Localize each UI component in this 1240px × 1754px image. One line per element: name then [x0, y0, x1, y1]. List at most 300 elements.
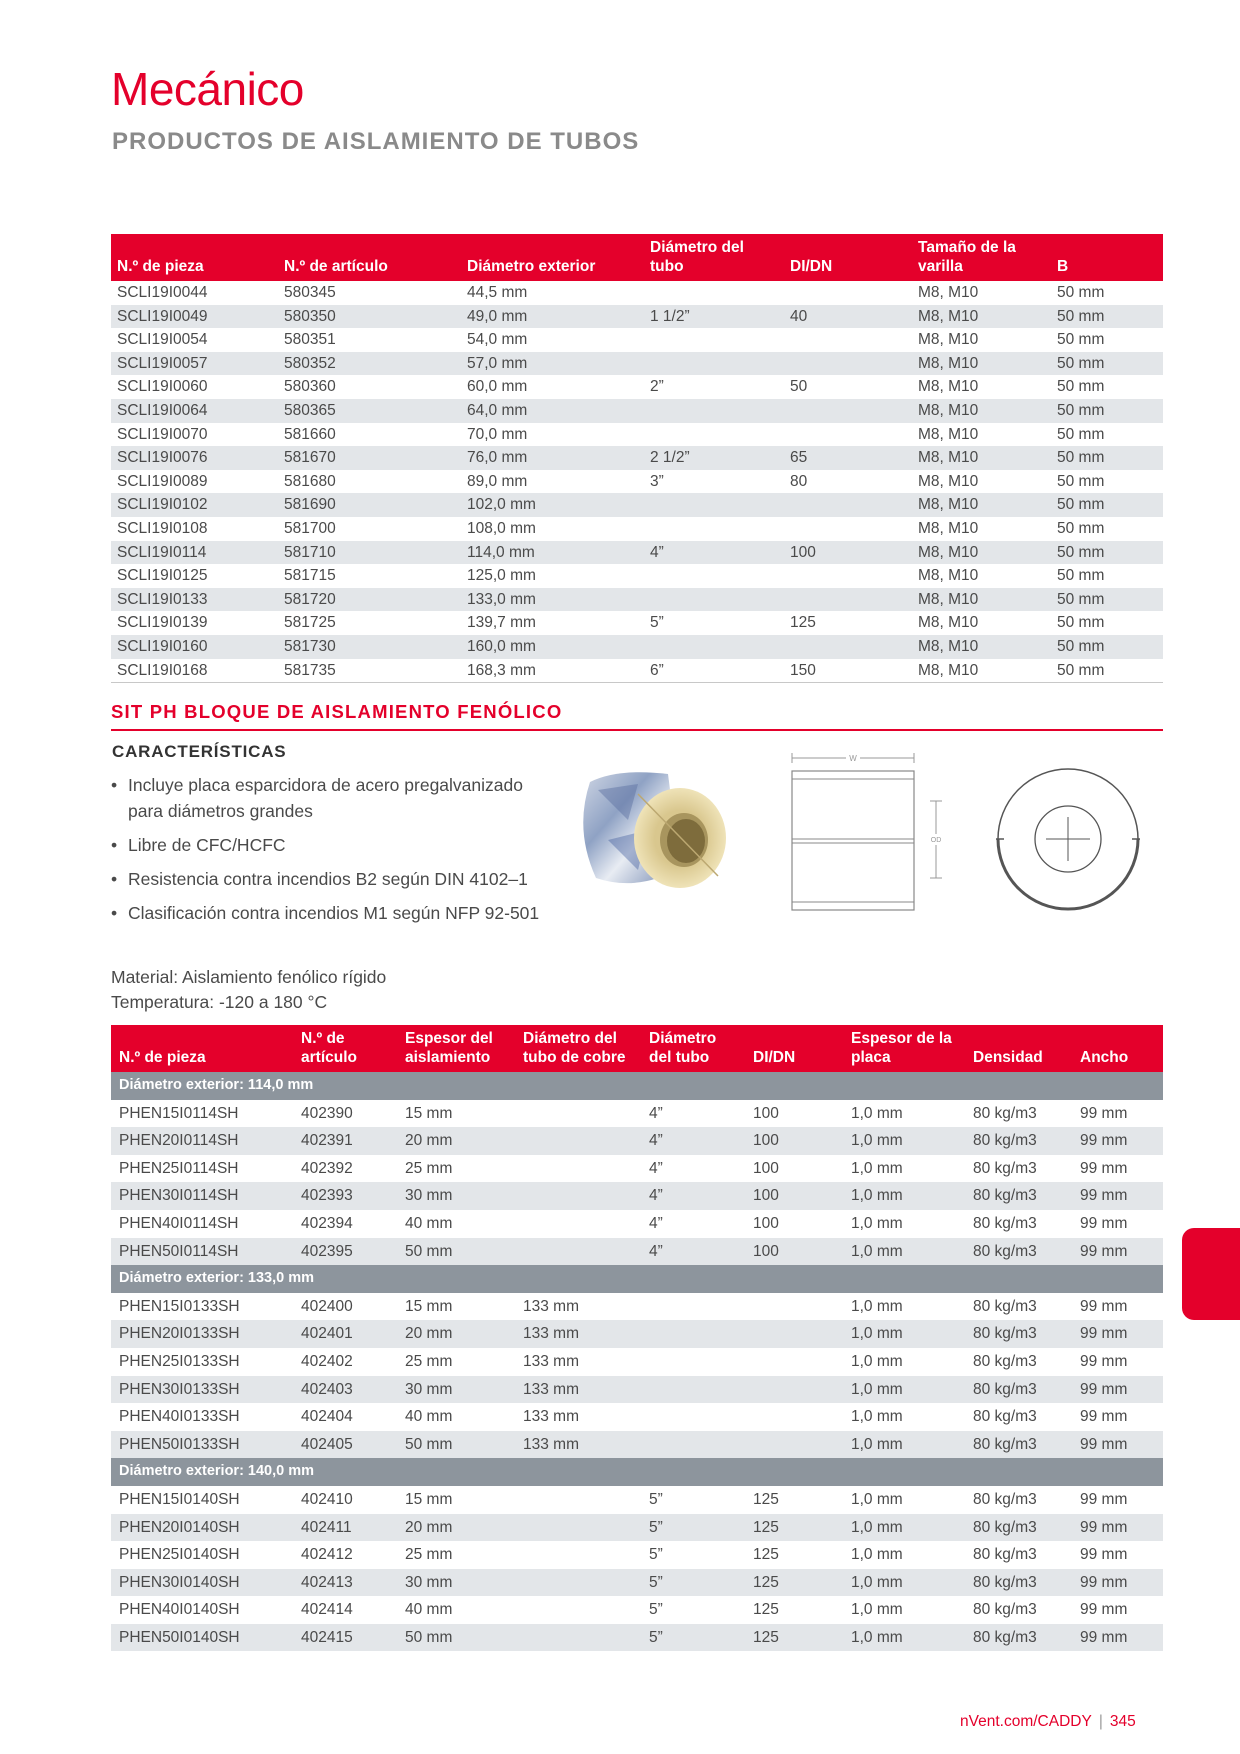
phenolic-block-table — [111, 1025, 1163, 1651]
table-cell: 5” — [641, 1624, 745, 1652]
table-cell: 125 — [745, 1514, 843, 1542]
table-cell: SCLI19I0102 — [111, 493, 278, 517]
table-cell: 1,0 mm — [843, 1127, 965, 1155]
table-cell: 402394 — [301, 1214, 353, 1232]
table-cell — [641, 1320, 745, 1348]
table-cell: 1 1/2” — [644, 305, 784, 329]
table-row — [111, 611, 1163, 635]
table-cell: 40 mm — [405, 1601, 453, 1619]
table-cell: 65 — [784, 446, 912, 470]
table-cell: 168,3 mm — [461, 659, 644, 683]
table-cell: 99 mm — [1080, 1214, 1128, 1232]
table-cell: 1,0 mm — [851, 1490, 903, 1508]
table-cell: SCLI19I0133 — [111, 588, 278, 612]
table-cell: 2” — [650, 378, 664, 396]
table-cell — [745, 1431, 843, 1459]
table-cell: 99 mm — [1072, 1376, 1163, 1404]
list-item — [111, 832, 551, 858]
table-cell: 4” — [644, 541, 784, 565]
table-cell: 150 — [784, 659, 912, 683]
table-cell: PHEN15I0140SH — [119, 1490, 240, 1508]
table-cell: 1,0 mm — [851, 1546, 903, 1564]
table-cell: 99 mm — [1080, 1490, 1128, 1508]
table-cell: 99 mm — [1080, 1408, 1128, 1426]
table-cell: 100 — [745, 1182, 843, 1210]
table-cell: 50 mm — [397, 1238, 515, 1266]
table-cell — [641, 1431, 745, 1459]
page-title: Mecánico — [111, 63, 304, 115]
table-cell: 402410 — [301, 1490, 353, 1508]
table-cell: 402393 — [293, 1182, 397, 1210]
table-cell: 580352 — [278, 352, 461, 376]
table-row — [111, 1403, 1163, 1431]
table-cell: 4” — [649, 1104, 663, 1122]
table-cell: 15 mm — [405, 1490, 453, 1508]
table-row — [111, 1320, 1163, 1348]
table-header-row — [111, 1025, 1163, 1072]
list-item-text: Incluye placa esparcidora de acero pregalvanizado para diámetros grandes — [128, 775, 523, 821]
col-header-width: Ancho — [1072, 1025, 1163, 1072]
table-cell: 80 kg/m3 — [973, 1214, 1037, 1232]
table-row — [111, 588, 1163, 612]
group-label: Diámetro exterior: 114,0 mm — [111, 1072, 1163, 1100]
table-cell: 1,0 mm — [851, 1601, 903, 1619]
table-cell: 402414 — [301, 1601, 353, 1619]
table-cell: 1,0 mm — [843, 1514, 965, 1542]
table-cell: SCLI19I0064 — [111, 399, 278, 423]
table-cell: 402400 — [301, 1297, 353, 1315]
table-cell: 50 mm — [1051, 352, 1163, 376]
col-header-di-dn: DI/DN — [745, 1025, 843, 1072]
table-cell: 1,0 mm — [851, 1297, 903, 1315]
table-cell: 402411 — [293, 1514, 397, 1542]
table-cell: 402413 — [293, 1569, 397, 1597]
table-cell: PHEN25I0140SH — [119, 1546, 240, 1564]
table-cell: 1,0 mm — [851, 1104, 903, 1122]
technical-drawing — [780, 748, 1140, 913]
table-cell: 4” — [641, 1238, 745, 1266]
table-cell: M8, M10 — [912, 399, 1051, 423]
table-cell: 580345 — [284, 284, 336, 301]
table-cell: 80 kg/m3 — [965, 1376, 1072, 1404]
col-header-plate-thickness: Espesor de la placa — [843, 1025, 965, 1072]
table-cell: 5” — [649, 1490, 663, 1508]
page-subtitle: PRODUCTOS DE AISLAMIENTO DE TUBOS — [112, 128, 640, 155]
group-header-row — [111, 1458, 1163, 1486]
table-row — [111, 1182, 1163, 1210]
table-cell: 80 kg/m3 — [965, 1431, 1072, 1459]
table-cell — [644, 281, 784, 305]
table-row — [111, 493, 1163, 517]
table-cell: 1,0 mm — [843, 1624, 965, 1652]
table-cell: PHEN30I0133SH — [111, 1376, 293, 1404]
table-cell: 99 mm — [1072, 1238, 1163, 1266]
table-cell: 1,0 mm — [843, 1376, 965, 1404]
table-row — [111, 1127, 1163, 1155]
table-row — [111, 423, 1163, 447]
group-header-row — [111, 1072, 1163, 1100]
table-cell: 15 mm — [405, 1297, 453, 1315]
table-cell: 5” — [650, 614, 664, 632]
table-cell: 1,0 mm — [851, 1159, 903, 1177]
table-row — [111, 328, 1163, 352]
section-tab-marker — [1182, 1228, 1240, 1320]
table-row — [111, 1376, 1163, 1404]
table-cell — [784, 517, 912, 541]
table-cell: 80 kg/m3 — [973, 1601, 1037, 1619]
table-cell: 4” — [641, 1127, 745, 1155]
list-item-text: Resistencia contra incendios B2 según DIN 4102–1 — [128, 869, 528, 889]
table-row — [111, 470, 1163, 494]
table-cell: 99 mm — [1072, 1320, 1163, 1348]
table-cell: 580360 — [284, 378, 336, 396]
table-cell: 581730 — [278, 635, 461, 659]
group-label: Diámetro exterior: 140,0 mm — [111, 1458, 1163, 1486]
col-header-article-number: N.º de artículo — [278, 234, 461, 281]
table-cell: 80 kg/m3 — [965, 1127, 1072, 1155]
col-header-part-number: N.º de pieza — [111, 1025, 293, 1072]
table-row — [111, 1210, 1163, 1238]
table-cell: 80 kg/m3 — [973, 1490, 1037, 1508]
table-cell: 80 kg/m3 — [965, 1624, 1072, 1652]
table-cell: SCLI19I0060 — [117, 378, 208, 396]
table-row — [111, 564, 1163, 588]
table-cell: 100 — [753, 1214, 779, 1232]
table-cell: SCLI19I0114 — [111, 541, 278, 565]
table-cell — [644, 635, 784, 659]
table-cell: 125,0 mm — [467, 567, 536, 585]
table-cell: 125 — [753, 1490, 779, 1508]
table-cell: 1,0 mm — [851, 1408, 903, 1426]
table-cell: PHEN50I0114SH — [111, 1238, 293, 1266]
table-row — [111, 1596, 1163, 1624]
od-label: OD — [930, 837, 942, 844]
material-info — [111, 965, 386, 1015]
table-cell: 50 mm — [1051, 399, 1163, 423]
table-cell: PHEN15I0133SH — [119, 1297, 240, 1315]
table-cell: 20 mm — [397, 1127, 515, 1155]
table-cell: 402392 — [301, 1159, 353, 1177]
table-cell: 5” — [649, 1601, 663, 1619]
table-cell: 30 mm — [397, 1376, 515, 1404]
table-cell: M8, M10 — [912, 635, 1051, 659]
table-cell: SCLI19I0108 — [117, 519, 208, 537]
table-cell — [784, 281, 912, 305]
table-cell: 50 mm — [1051, 493, 1163, 517]
table-cell — [641, 1376, 745, 1404]
bullet-icon: • — [111, 775, 118, 795]
table-cell: 125 — [753, 1601, 779, 1619]
table-cell: 581735 — [278, 659, 461, 683]
table-cell: 57,0 mm — [461, 352, 644, 376]
table-cell: 402404 — [301, 1408, 353, 1426]
table-cell: 102,0 mm — [461, 493, 644, 517]
table-cell — [784, 564, 912, 588]
table-cell: SCLI19I0054 — [117, 331, 208, 349]
table-cell: 4” — [641, 1182, 745, 1210]
table-cell: 50 mm — [1057, 519, 1105, 537]
table-cell: 1,0 mm — [851, 1352, 903, 1370]
col-header-outer-diameter: Diámetro exterior — [461, 234, 644, 281]
table-cell — [745, 1403, 843, 1431]
bullet-icon: • — [111, 869, 118, 889]
table-cell — [515, 1569, 641, 1597]
table-cell: PHEN15I0114SH — [119, 1104, 239, 1122]
table-cell: PHEN20I0133SH — [111, 1320, 293, 1348]
table-cell: 581680 — [284, 472, 336, 490]
table-cell — [641, 1403, 745, 1431]
table-cell: 2 1/2” — [644, 446, 784, 470]
table-cell: 50 mm — [1057, 284, 1105, 301]
table-cell: 580351 — [284, 331, 336, 349]
col-header-rod-size: Tamaño de la varilla — [912, 234, 1051, 281]
footer-separator: | — [1098, 1713, 1103, 1730]
table-cell: PHEN20I0114SH — [111, 1127, 293, 1155]
table-cell: 80 kg/m3 — [973, 1352, 1037, 1370]
table-cell: 100 — [745, 1238, 843, 1266]
group-label: Diámetro exterior: 133,0 mm — [111, 1265, 1163, 1293]
table-cell: 1,0 mm — [843, 1238, 965, 1266]
col-header-density: Densidad — [965, 1025, 1072, 1072]
table-cell — [641, 1348, 745, 1376]
list-item — [111, 772, 551, 824]
table-cell: PHEN20I0140SH — [111, 1514, 293, 1542]
table-cell: 100 — [784, 541, 912, 565]
table-row — [111, 1238, 1163, 1266]
table-cell: 581660 — [284, 425, 336, 443]
table-row — [111, 399, 1163, 423]
table-cell — [644, 423, 784, 447]
table-cell: 50 mm — [1057, 425, 1105, 443]
table-row — [111, 1100, 1163, 1128]
table-cell: 581710 — [278, 541, 461, 565]
table-cell: SCLI19I0076 — [111, 446, 278, 470]
table-cell: 50 mm — [1057, 378, 1105, 396]
table-row — [111, 1431, 1163, 1459]
table-row — [111, 517, 1163, 541]
table-cell: 50 mm — [1051, 635, 1163, 659]
table-cell: 99 mm — [1080, 1601, 1128, 1619]
table-cell: 139,7 mm — [467, 614, 536, 632]
table-row — [111, 375, 1163, 399]
table-cell — [745, 1293, 843, 1321]
table-cell — [515, 1238, 641, 1266]
table-cell: M8, M10 — [912, 493, 1051, 517]
table-cell — [745, 1348, 843, 1376]
table-cell: 50 mm — [397, 1624, 515, 1652]
table-cell: SCLI19I0044 — [117, 284, 208, 301]
table-row — [111, 1514, 1163, 1542]
table-cell: PHEN40I0114SH — [119, 1214, 239, 1232]
table-cell: SCLI19I0070 — [117, 425, 208, 443]
table-cell: 99 mm — [1080, 1297, 1128, 1315]
table-cell: 40 — [784, 305, 912, 329]
table-cell: SCLI19I0125 — [117, 567, 208, 585]
table-cell: 5” — [649, 1546, 663, 1564]
table-cell: 6” — [644, 659, 784, 683]
table-cell: 581725 — [284, 614, 336, 632]
col-header-insulation-thickness: Espesor del aislamiento — [397, 1025, 515, 1072]
table-cell: 125 — [753, 1546, 779, 1564]
table-cell: 402391 — [293, 1127, 397, 1155]
table-cell: 402403 — [293, 1376, 397, 1404]
table-cell — [515, 1155, 641, 1183]
table-cell: 99 mm — [1072, 1431, 1163, 1459]
table-cell: 5” — [641, 1514, 745, 1542]
list-item-text: Clasificación contra incendios M1 según NFP 92-501 — [128, 903, 540, 923]
table-cell: SCLI19I0089 — [117, 472, 208, 490]
col-header-b: B — [1051, 234, 1163, 281]
col-header-pipe-diameter: Diámetro del tubo — [641, 1025, 745, 1072]
table-cell: SCLI19I0057 — [111, 352, 278, 376]
table-cell: M8, M10 — [918, 284, 979, 301]
col-header-part-number: N.º de pieza — [111, 234, 278, 281]
table-cell — [784, 399, 912, 423]
table-cell: 1,0 mm — [851, 1214, 903, 1232]
table-cell: 80 — [790, 472, 808, 490]
bullet-icon: • — [111, 903, 118, 923]
group-header-row — [111, 1265, 1163, 1293]
table-cell: 60,0 mm — [467, 378, 528, 396]
table-cell: 99 mm — [1080, 1159, 1128, 1177]
table-cell: M8, M10 — [912, 541, 1051, 565]
table-cell — [644, 564, 784, 588]
table-cell — [515, 1182, 641, 1210]
table-cell — [644, 517, 784, 541]
table-row — [111, 1624, 1163, 1652]
table-cell: 125 — [745, 1569, 843, 1597]
table-cell: 125 — [790, 614, 816, 632]
table-cell: 581690 — [278, 493, 461, 517]
table-cell: PHEN50I0133SH — [111, 1431, 293, 1459]
block-side-view — [792, 771, 914, 910]
bullet-icon: • — [111, 835, 118, 855]
table-cell — [515, 1486, 641, 1514]
table-cell — [784, 423, 912, 447]
table-cell — [515, 1596, 641, 1624]
table-cell: 133,0 mm — [461, 588, 644, 612]
col-header-copper-pipe-diameter: Diámetro del tubo de cobre — [515, 1025, 641, 1072]
table-cell: 1,0 mm — [843, 1320, 965, 1348]
table-cell: 402390 — [301, 1104, 353, 1122]
table-row — [111, 1569, 1163, 1597]
table-cell — [644, 352, 784, 376]
table-cell: 20 mm — [397, 1320, 515, 1348]
table-cell: 402401 — [293, 1320, 397, 1348]
table-cell: 50 mm — [1051, 446, 1163, 470]
table-cell: 108,0 mm — [467, 519, 536, 537]
table-cell — [644, 399, 784, 423]
table-cell: 3” — [650, 472, 664, 490]
table-cell: 160,0 mm — [461, 635, 644, 659]
table-cell: M8, M10 — [918, 519, 979, 537]
table-cell: 80 kg/m3 — [973, 1297, 1037, 1315]
table-cell: 402395 — [293, 1238, 397, 1266]
footer-link[interactable]: nVent.com/CADDY — [960, 1713, 1092, 1730]
table-cell — [515, 1624, 641, 1652]
table-cell: 99 mm — [1080, 1352, 1128, 1370]
table-cell: 100 — [753, 1159, 779, 1177]
table-row — [111, 1348, 1163, 1376]
table-cell: SCLI19I0168 — [111, 659, 278, 683]
table-cell: 25 mm — [405, 1546, 453, 1564]
table-cell: 50 mm — [397, 1431, 515, 1459]
table-cell: 70,0 mm — [467, 425, 528, 443]
table-cell — [515, 1100, 641, 1128]
table-row — [111, 281, 1163, 305]
table-cell: 99 mm — [1080, 1546, 1128, 1564]
table-cell — [641, 1293, 745, 1321]
table-cell: 133 mm — [515, 1376, 641, 1404]
table-cell — [745, 1320, 843, 1348]
table-header-row — [111, 234, 1163, 281]
table-cell: M8, M10 — [918, 614, 979, 632]
table-cell: SCLI19I0160 — [111, 635, 278, 659]
table-cell: M8, M10 — [912, 305, 1051, 329]
table-cell: 50 mm — [1051, 588, 1163, 612]
table-row — [111, 305, 1163, 329]
table-cell — [515, 1210, 641, 1238]
table-cell: 133 mm — [523, 1297, 579, 1315]
section-title: SIT PH BLOQUE DE AISLAMIENTO FENÓLICO — [111, 701, 563, 722]
table-cell: 133 mm — [523, 1352, 579, 1370]
table-row — [111, 446, 1163, 470]
table-cell: M8, M10 — [918, 567, 979, 585]
col-header-di-dn: DI/DN — [784, 234, 912, 281]
table-cell: 76,0 mm — [461, 446, 644, 470]
table-cell — [644, 588, 784, 612]
table-row — [111, 541, 1163, 565]
table-cell: 50 mm — [1057, 614, 1105, 632]
page-number: 345 — [1109, 1713, 1136, 1730]
table-cell: PHEN50I0140SH — [111, 1624, 293, 1652]
list-item-text: Libre de CFC/HCFC — [128, 835, 286, 855]
table-cell: 1,0 mm — [843, 1569, 965, 1597]
table-cell: 80 kg/m3 — [973, 1159, 1037, 1177]
table-cell: PHEN25I0133SH — [119, 1352, 240, 1370]
table-cell: M8, M10 — [918, 425, 979, 443]
page-footer — [960, 1714, 1136, 1730]
table-cell — [784, 352, 912, 376]
table-cell: M8, M10 — [918, 378, 979, 396]
table-cell — [784, 328, 912, 352]
table-cell: 581670 — [278, 446, 461, 470]
table-cell: 580365 — [278, 399, 461, 423]
pipe-insulation-table — [111, 234, 1163, 683]
table-cell: 50 mm — [1057, 472, 1105, 490]
table-cell: 80 kg/m3 — [965, 1238, 1072, 1266]
table-cell: 64,0 mm — [461, 399, 644, 423]
table-cell — [644, 328, 784, 352]
table-cell: 1,0 mm — [843, 1182, 965, 1210]
table-cell: 50 mm — [1057, 567, 1105, 585]
table-row — [111, 659, 1163, 683]
table-row — [111, 1541, 1163, 1569]
table-cell: PHEN30I0140SH — [111, 1569, 293, 1597]
table-cell: PHEN30I0114SH — [111, 1182, 293, 1210]
table-cell: 50 mm — [1051, 541, 1163, 565]
table-cell: M8, M10 — [918, 331, 979, 349]
section-divider — [111, 729, 1163, 731]
table-cell: M8, M10 — [912, 588, 1051, 612]
table-cell: 50 — [790, 378, 808, 396]
table-cell: 44,5 mm — [467, 284, 528, 301]
material-text: Material: Aislamiento fenólico rígido — [111, 967, 387, 987]
table-cell: 25 mm — [405, 1159, 453, 1177]
table-cell: 80 kg/m3 — [965, 1514, 1072, 1542]
table-cell: 133 mm — [515, 1320, 641, 1348]
characteristics-list — [111, 772, 551, 934]
